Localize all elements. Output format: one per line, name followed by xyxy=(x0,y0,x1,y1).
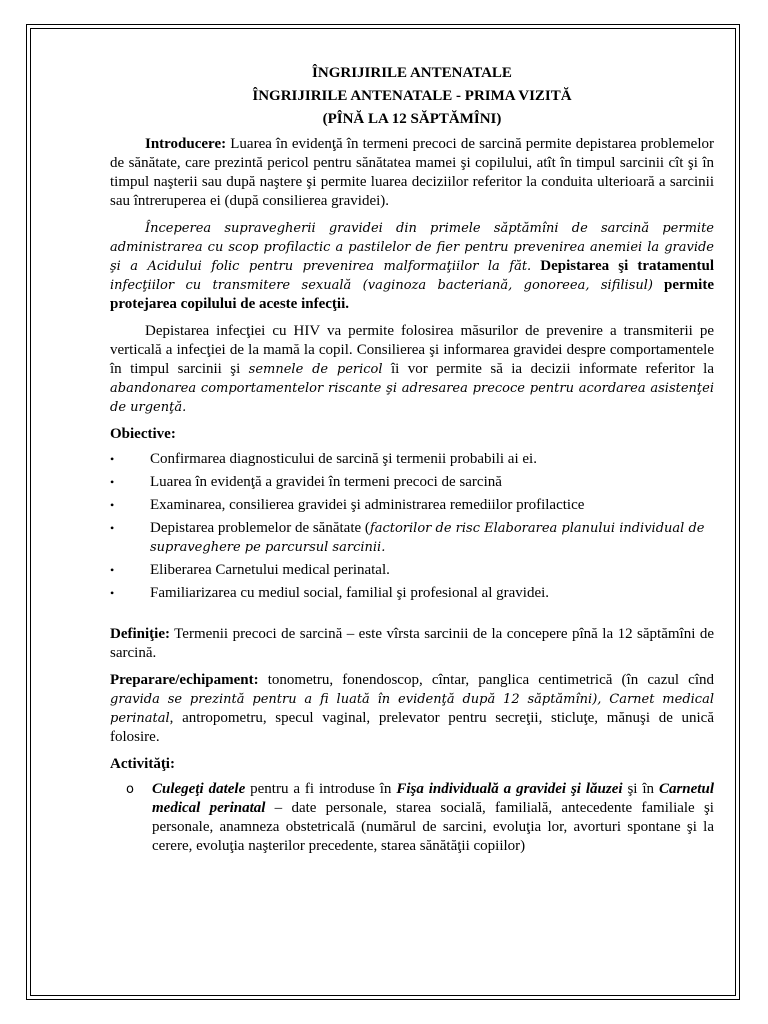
list-item xyxy=(110,519,714,557)
list-item xyxy=(110,496,714,515)
list-item-text: Eliberarea Carnetului medical perinatal. xyxy=(150,562,390,578)
risk-factors-text: factorilor de risc Elaborarea planului individual de supraveghere pe parcursul sarcinii. xyxy=(150,521,705,555)
bullet-icon: • xyxy=(110,586,115,600)
equipment-italic-text: gravida se prezintă pentru a fi luată în evidenţă după 12 săptămîni), Carnet medical perinatal xyxy=(110,692,714,726)
list-item-text: Confirmarea diagnosticului de sarcină şi termenii probabili ai ei. xyxy=(150,451,537,467)
definition-text: Termenii precoci de sarcină – este vîrsta sarcinii de la concepere pînă la 12 săptămîni de sarcină. xyxy=(110,626,714,661)
list-item xyxy=(110,473,714,492)
equipment-text-1: tonometru, fonendoscop, cîntar, panglica centimetrică (în cazul cînd xyxy=(258,672,714,688)
equipment-text-2: , antropometru, specul vaginal, prelevator pentru secreţii, sticluţe, mănuşi de unică folosire. xyxy=(110,710,714,745)
objectives-list xyxy=(110,450,714,603)
document-subtitle-range: (PÎNĂ LA 12 SĂPTĂMÎNI) xyxy=(322,111,502,127)
hiv-paragraph xyxy=(110,322,714,417)
protection-bold-text: permite protejarea copilului de aceste infecţii. xyxy=(110,277,714,312)
equipment-paragraph xyxy=(110,671,714,747)
individual-record-text: Fişa individuală a gravidei şi lăuzei xyxy=(396,781,623,797)
collect-data-text: Culegeţi datele xyxy=(152,781,246,797)
list-item-text: Luarea în evidenţă a gravidei în termeni precoci de sarcină xyxy=(150,474,502,490)
definition-label: Definiţie: xyxy=(110,626,170,642)
list-item xyxy=(110,561,714,580)
intro-text: Luarea în evidenţă în termeni precoci de sarcină permite depistarea problemelor de sănătate, care prezintă pericol pentru sănătatea mamei şi copilului, atît în timpul sarcinii cît şi în timpul naşterii sau după naştere şi permite luarea deciziilor referitor la conduita ulterioară a sarcinii sau întreruperea ei (după consilierea gravidei). xyxy=(110,136,714,209)
list-item xyxy=(110,450,714,469)
bullet-icon: • xyxy=(110,563,115,577)
bullet-icon: • xyxy=(110,475,115,489)
activity-item xyxy=(110,780,714,856)
intro-label: Introducere: xyxy=(145,136,227,152)
list-item-text: Depistarea problemelor de sănătate ( xyxy=(150,520,370,536)
prevention-bold-text: Depistarea şi tratamentul xyxy=(531,258,715,274)
objectives-heading: Obiective: xyxy=(110,426,176,442)
bullet-icon: • xyxy=(110,452,115,466)
activity-text-1: pentru a fi introduse în xyxy=(245,781,397,797)
infections-italic-text: infecţiilor cu transmitere sexuală (vaginoza bacteriană, gonoreea, sifilisul) xyxy=(110,278,653,293)
perinatal-card-text: Carnetul medical perinatal xyxy=(152,781,714,816)
bullet-icon: • xyxy=(110,498,115,512)
intro-paragraph xyxy=(110,135,714,211)
list-item xyxy=(110,584,714,603)
hiv-text-1: Depistarea infecţiei cu HIV va permite folosirea măsurilor de prevenire a transmiterii pe verticală a infecţiei de la mamă la copil. Consilierea şi informarea gravidei despre comportamentele în timpul sarcinii şi xyxy=(110,323,714,377)
list-item-text: Familiarizarea cu mediul social, familial şi profesional al gravidei. xyxy=(150,585,550,601)
activity-text-2: şi în xyxy=(622,781,659,797)
risk-behaviour-text: abandonarea comportamentelor riscante şi adresarea precoce pentru acordarea asistenţei de urgenţă. xyxy=(110,381,714,415)
hiv-text-2: îi vor permite să ia decizii informate referitor la xyxy=(382,361,715,377)
document-subtitle: ÎNGRIJIRILE ANTENATALE - PRIMA VIZITĂ xyxy=(252,88,572,104)
bullet-icon: • xyxy=(110,521,115,535)
prevention-italic-text: Începerea supravegherii gravidei din primele săptămîni de sarcină permite administrarea cu scop profilactic a pastilelor de fier pentru prevenirea anemiei la gravide şi a Acidului folic pentru prevenirea malformaţiilor la făt. xyxy=(110,221,714,274)
document-title: ÎNGRIJIRILE ANTENATALE xyxy=(312,65,512,81)
document-page xyxy=(110,62,714,856)
activities-heading: Activităţi: xyxy=(110,756,175,772)
prevention-paragraph xyxy=(110,219,714,314)
danger-signs-text: semnele de pericol xyxy=(248,362,383,377)
circle-bullet-icon: o xyxy=(126,782,134,797)
list-item-text: Examinarea, consilierea gravidei şi administrarea remediilor profilactice xyxy=(150,497,585,513)
activity-text-3: – date personale, starea socială, familială, antecedente familiale şi personale, anamneza obstetricală (numărul de sarcini, evoluţia lor, avorturi spontane şi la cerere, evoluţia naşterilor precedente, starea sănătăţii copiilor) xyxy=(152,800,714,854)
equipment-label: Preparare/echipament: xyxy=(110,672,259,688)
definition-paragraph xyxy=(110,625,714,663)
